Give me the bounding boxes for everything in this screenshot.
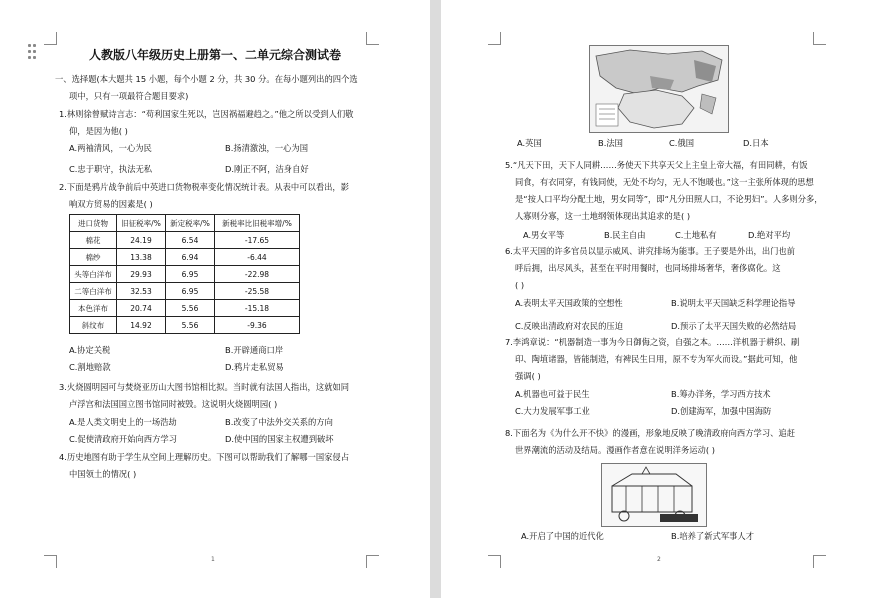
table-cell: -9.36 [215, 317, 300, 334]
table-row [70, 283, 300, 300]
question-text: 8.下面名为《为什么开不快》的漫画，形象地反映了晚清政府向西方学习、追赶 [505, 428, 796, 438]
table-row [70, 300, 300, 317]
table-cell: -17.65 [215, 232, 300, 249]
question-text: 1.林则徐曾赋诗言志：“苟利国家生死以，岂因祸福避趋之。”他之所以受到人们敬 [59, 109, 354, 119]
question-text: 是“按人口平均分配土地，男女同等”，即“凡分田照人口，不论男妇”。人多则分多， [515, 194, 823, 204]
question-text: 3.火烧圆明园可与焚烧亚历山大图书馆相比拟。当时就有法国人指出，这就如同 [59, 382, 350, 392]
tariff-table [69, 214, 300, 334]
answer-option: C.俄国 [669, 138, 695, 148]
table-cell: 6.95 [166, 266, 215, 283]
table-header: 旧征税率/% [117, 215, 166, 232]
table-cell: 5.56 [166, 300, 215, 317]
answer-option: C.大力发展军事工业 [515, 406, 590, 416]
table-cell: -15.18 [215, 300, 300, 317]
answer-option: C.割地赔款 [69, 362, 111, 372]
table-cell: 32.53 [117, 283, 166, 300]
table-cell: -22.98 [215, 266, 300, 283]
page-number: 2 [657, 556, 661, 563]
answer-option: B.说明太平天国缺乏科学理论指导 [671, 298, 796, 308]
table-header-row [70, 215, 300, 232]
answer-option: A.开启了中国的近代化 [521, 531, 604, 541]
answer-option: D.刚正不阿，洁身自好 [225, 164, 309, 174]
table-row [70, 249, 300, 266]
answer-option: A.机器也可益于民生 [515, 389, 590, 399]
section-instructions: 项中，只有一项最符合题目要求) [69, 91, 189, 101]
table-cell: 6.94 [166, 249, 215, 266]
crop-mark [44, 32, 57, 45]
table-cell: 13.38 [117, 249, 166, 266]
crop-mark [366, 555, 379, 568]
table-cell: 本色洋布 [70, 300, 117, 317]
answer-option: A.表明太平天国政策的空想性 [515, 298, 623, 308]
question-text: 响双方贸易的因素是( ) [69, 199, 153, 209]
crop-mark [813, 555, 826, 568]
document-page-2 [441, 0, 896, 598]
crop-mark [488, 32, 501, 45]
answer-option: A.是人类文明史上的一场浩劫 [69, 417, 177, 427]
table-header: 新税率比旧税率增/% [215, 215, 300, 232]
page-number: 1 [211, 556, 215, 563]
document-page-1 [0, 0, 430, 598]
answer-option: C.促使清政府开始向西方学习 [69, 434, 177, 444]
crop-mark [813, 32, 826, 45]
historical-map-image [589, 45, 729, 133]
answer-option: A.两袖清风，一心为民 [69, 143, 152, 153]
answer-option: C.忠于职守，执法无私 [69, 164, 153, 174]
table-cell: 5.56 [166, 317, 215, 334]
answer-option: A.协定关税 [69, 345, 111, 355]
crop-mark [44, 555, 57, 568]
answer-option: A.英国 [517, 138, 542, 148]
question-text: 强调( ) [515, 371, 541, 381]
question-text: 仰，是因为他( ) [69, 126, 128, 136]
table-cell: 斜纹布 [70, 317, 117, 334]
table-cell: 29.93 [117, 266, 166, 283]
table-cell: 14.92 [117, 317, 166, 334]
question-text: ( ) [515, 280, 525, 290]
table-cell: 棉纱 [70, 249, 117, 266]
answer-option: D.鸦片走私贸易 [225, 362, 284, 372]
table-cell: 二等白洋布 [70, 283, 117, 300]
table-row [70, 266, 300, 283]
question-text: 印、陶埴诸器，皆能制造，有裨民生日用，原不专为军火而设。”据此可知，他 [515, 354, 798, 364]
question-text: 5.“凡天下田，天下人同耕……务使天下共享天父上主皇上帝大福，有田同耕，有饭 [505, 160, 808, 170]
answer-option: C.反映出清政府对农民的压迫 [515, 321, 623, 331]
table-cell: 24.19 [117, 232, 166, 249]
question-text: 呼后拥，出尽风头，甚至在平时用餐时，也同场排场奢华，奢侈腐化。这 [515, 263, 781, 273]
question-text: 同食，有衣同穿，有钱同使，无处不均匀，无人不饱暖也。”这一主张所体现的思想 [515, 177, 814, 187]
section-instructions: 一、选择题(本大题共 15 小题，每个小题 2 分，共 30 分。在每小题列出的四个选 [55, 74, 358, 84]
answer-option: C.土地私有 [675, 230, 717, 240]
answer-option: D.使中国的国家主权遭到破坏 [225, 434, 334, 444]
table-cell: -6.44 [215, 249, 300, 266]
table-row [70, 317, 300, 334]
question-text: 2.下面是鸦片战争前后中英进口货物税率变化情况统计表。从表中可以看出，影 [59, 182, 350, 192]
table-header: 新定税率/% [166, 215, 215, 232]
answer-option: D.创建海军，加强中国海防 [671, 406, 772, 416]
cartoon-image [601, 463, 707, 527]
question-text: 世界潮流的活动及结局。漫画作者意在说明洋务运动( ) [515, 445, 715, 455]
table-cell: 20.74 [117, 300, 166, 317]
question-text: 4.历史地图有助于学生从空间上理解历史。下图可以帮助我们了解哪一国家侵占 [59, 452, 350, 462]
table-cell: -25.58 [215, 283, 300, 300]
answer-option: B.改变了中法外交关系的方向 [225, 417, 333, 427]
map-illustration [590, 46, 728, 132]
question-text: 中国领土的情况( ) [69, 469, 137, 479]
question-text: 人寡则分寡，这一土地纲领体现出其追求的是( ) [515, 211, 691, 221]
table-cell: 6.95 [166, 283, 215, 300]
table-cell: 头等白洋布 [70, 266, 117, 283]
answer-option: D.绝对平均 [748, 230, 791, 240]
page-title: 人教版八年级历史上册第一、二单元综合测试卷 [88, 48, 341, 62]
answer-option: A.男女平等 [523, 230, 565, 240]
answer-option: D.日本 [743, 138, 769, 148]
table-header: 进口货物 [70, 215, 117, 232]
question-text: 6.太平天国的许多官员以显示威风、讲究排场为能事。王子要是外出，出门也前 [505, 246, 796, 256]
answer-option: B.开辟通商口岸 [225, 345, 284, 355]
crop-mark [366, 32, 379, 45]
answer-option: B.民主自由 [604, 230, 646, 240]
cartoon-illustration [602, 464, 706, 526]
crop-mark [488, 555, 501, 568]
answer-option: B.扬清激浊，一心为国 [225, 143, 309, 153]
table-cell: 棉花 [70, 232, 117, 249]
question-text: 卢浮宫和法国国立图书馆同时被毁。这说明火烧圆明园( ) [69, 399, 278, 409]
table-cell: 6.54 [166, 232, 215, 249]
answer-option: B.筹办洋务，学习西方技术 [671, 389, 771, 399]
answer-option: D.预示了太平天国失败的必然结局 [671, 321, 797, 331]
table-row [70, 232, 300, 249]
question-text: 7.李鸿章说：“机器制造一事为今日御侮之资，自强之本。……洋机器于耕织、刷 [505, 337, 800, 347]
answer-option: B.法国 [598, 138, 623, 148]
answer-option: B.培养了新式军事人才 [671, 531, 755, 541]
